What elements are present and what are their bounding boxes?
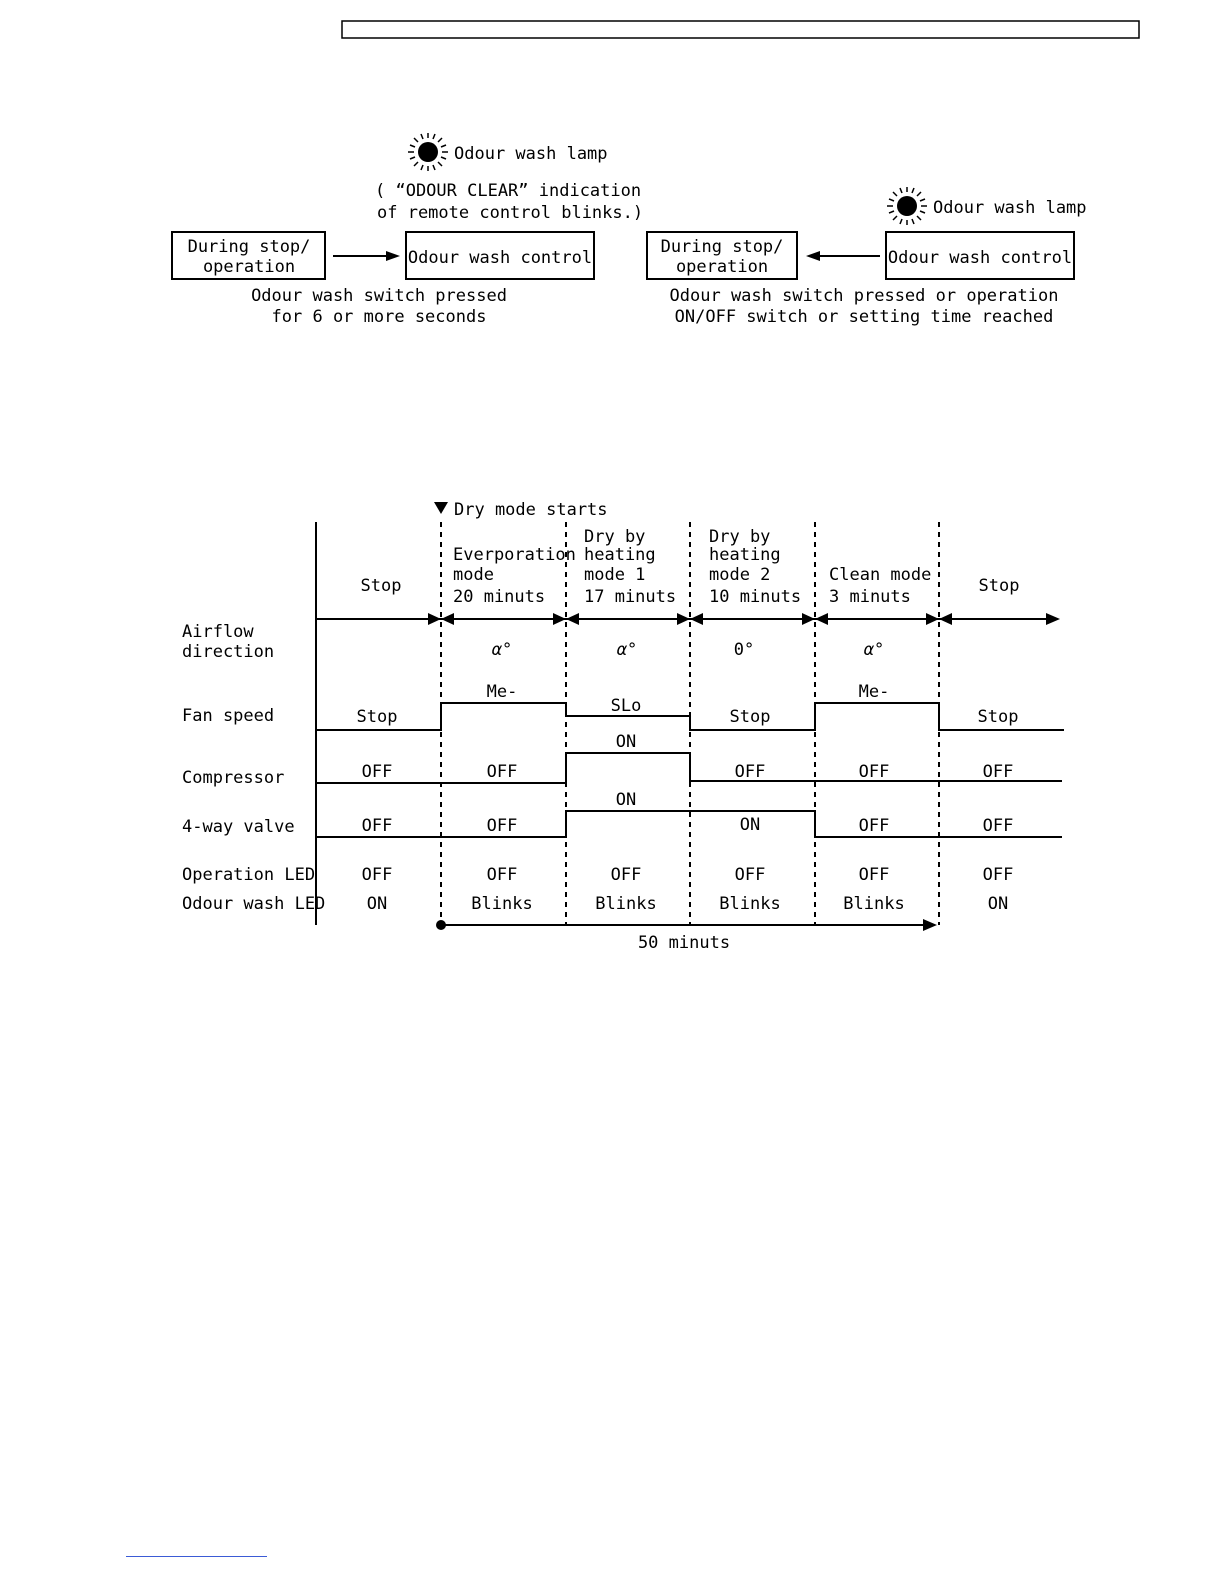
right-arrow-icon — [806, 251, 820, 261]
airflow-value: α° — [863, 640, 885, 660]
phase-evap-line1: Everporation — [453, 545, 576, 565]
arrow-icon — [566, 613, 579, 625]
airflow-value: α° — [616, 640, 638, 660]
op-led-value: OFF — [982, 865, 1014, 885]
row-label-airflow-2: direction — [182, 642, 275, 662]
timing-chart — [182, 500, 1064, 953]
odour-led-value: Blinks — [471, 894, 533, 914]
row-label-airflow-1: Airflow — [182, 622, 254, 642]
op-led-value: OFF — [734, 865, 766, 885]
compressor-value: OFF — [486, 762, 518, 782]
compressor-waveform — [316, 753, 1062, 783]
phase-heat1-line4: 17 minuts — [584, 587, 677, 607]
left-state-box-line1: During stop/ — [187, 237, 311, 257]
arrow-icon — [802, 613, 815, 625]
left-lamp-label: Odour wash lamp — [454, 144, 608, 164]
right-caption-line1: Odour wash switch pressed or operation — [669, 286, 1059, 306]
phase-evap-line2: mode — [453, 565, 494, 585]
arrow-icon — [428, 613, 441, 625]
left-caption-line2: for 6 or more seconds — [271, 307, 487, 327]
left-lamp-icon — [408, 133, 448, 171]
arrow-icon — [923, 919, 937, 931]
arrow-icon — [939, 613, 952, 625]
arrow-icon — [690, 613, 703, 625]
compressor-value: OFF — [361, 762, 393, 782]
right-source-label: Odour wash control — [887, 248, 1073, 268]
row-label-valve: 4-way valve — [182, 817, 295, 837]
phase-heat1-line2: heating — [584, 545, 656, 565]
right-lamp-icon — [887, 187, 927, 225]
row-label-operation-led: Operation LED — [182, 865, 316, 885]
phase-stop-1: Stop — [360, 576, 402, 596]
valve-value: OFF — [361, 816, 393, 836]
header-bar — [342, 21, 1139, 38]
op-led-value: OFF — [610, 865, 642, 885]
airflow-value: 0° — [733, 640, 755, 660]
indication-line-1: ( “ODOUR CLEAR” indication — [375, 181, 642, 201]
valve-value: OFF — [858, 816, 890, 836]
fan-speed-waveform — [316, 703, 1064, 730]
compressor-value: OFF — [982, 762, 1014, 782]
odour-led-value: Blinks — [843, 894, 905, 914]
odour-led-value: ON — [366, 894, 388, 914]
triangle-down-icon — [434, 502, 448, 514]
row-label-compressor: Compressor — [182, 768, 285, 788]
compressor-value: OFF — [858, 762, 890, 782]
odour-led-value: Blinks — [595, 894, 657, 914]
phase-clean-line1: Clean mode — [829, 565, 932, 585]
arrow-icon — [553, 613, 566, 625]
odour-led-value: Blinks — [719, 894, 781, 914]
valve-value: ON — [615, 790, 637, 810]
left-target-label: Odour wash control — [407, 248, 593, 268]
right-state-box-line1: During stop/ — [660, 237, 784, 257]
valve-value: ON — [739, 815, 761, 835]
airflow-value: α° — [491, 640, 513, 660]
phase-evap-line3: 20 minuts — [453, 587, 546, 607]
phase-heat2-line2: heating — [709, 545, 781, 565]
fan-value: SLo — [610, 696, 642, 716]
phase-heat1-line3: mode 1 — [584, 565, 646, 585]
op-led-value: OFF — [361, 865, 393, 885]
phase-heat1-line1: Dry by — [584, 527, 646, 547]
phase-heat2-line4: 10 minuts — [709, 587, 802, 607]
phase-heat2-line3: mode 2 — [709, 565, 771, 585]
phase-heat2-line1: Dry by — [709, 527, 771, 547]
phase-stop-2: Stop — [978, 576, 1020, 596]
arrow-icon — [677, 613, 690, 625]
valve-value: OFF — [486, 816, 518, 836]
dry-mode-starts-label: Dry mode starts — [454, 500, 608, 520]
compressor-value: OFF — [734, 762, 766, 782]
arrow-icon — [815, 613, 828, 625]
row-label-odour-led: Odour wash LED — [182, 894, 326, 914]
left-state-box-line2: operation — [202, 257, 296, 277]
row-label-fan: Fan speed — [182, 706, 275, 726]
valve-value: OFF — [982, 816, 1014, 836]
left-arrow-icon — [386, 251, 400, 261]
total-duration-label: 50 minuts — [637, 933, 731, 953]
footer-link-underline[interactable] — [126, 1556, 267, 1557]
fan-value: Me- — [486, 682, 518, 702]
fan-value: Stop — [977, 707, 1019, 727]
op-led-value: OFF — [486, 865, 518, 885]
fan-value: Stop — [729, 707, 771, 727]
phase-clean-line2: 3 minuts — [829, 587, 911, 607]
op-led-value: OFF — [858, 865, 890, 885]
right-state-box-line2: operation — [675, 257, 769, 277]
compressor-value: ON — [615, 732, 637, 752]
right-caption-line2: ON/OFF switch or setting time reached — [674, 307, 1054, 327]
arrow-icon — [926, 613, 939, 625]
indication-line-2: of remote control blinks.) — [377, 203, 644, 223]
arrow-icon — [1046, 613, 1060, 625]
fan-value: Stop — [356, 707, 398, 727]
left-caption-line1: Odour wash switch pressed — [251, 286, 507, 306]
right-lamp-label: Odour wash lamp — [933, 198, 1087, 218]
fan-value: Me- — [858, 682, 890, 702]
arrow-icon — [441, 613, 454, 625]
odour-led-value: ON — [987, 894, 1009, 914]
